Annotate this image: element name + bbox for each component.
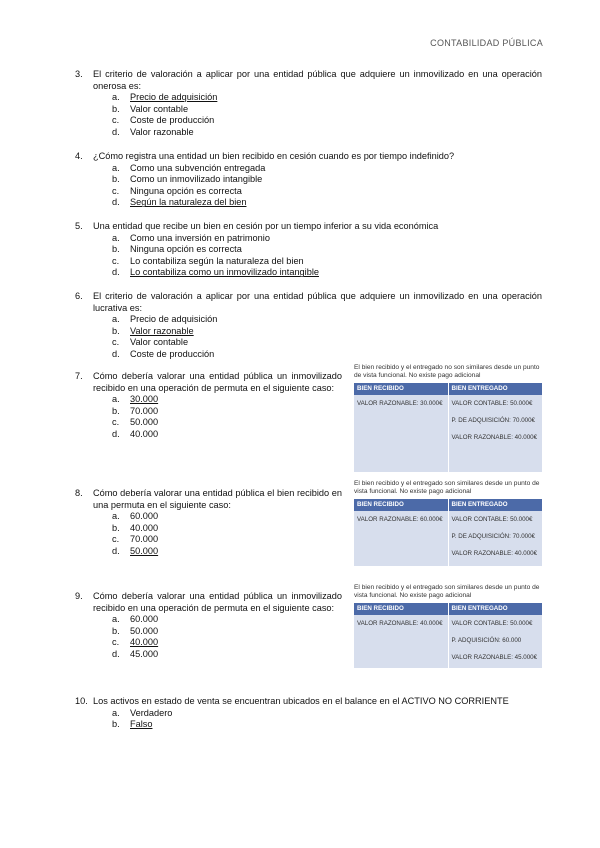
option-d: d. Coste de producción <box>112 348 215 359</box>
table-case-9 <box>354 584 542 668</box>
option-a: a. Como una subvención entregada <box>112 162 266 173</box>
option-b: b. Valor contable <box>112 103 189 114</box>
option-c: c. 50.000 <box>112 417 159 428</box>
option-c: c. Valor contable <box>112 337 189 348</box>
question-4 <box>75 151 542 209</box>
page-header: CONTABILIDAD PÚBLICA <box>430 38 543 48</box>
question-7 <box>75 371 342 441</box>
table-cell: VALOR CONTABLE: 50.000€ <box>451 516 533 523</box>
option-b: b. 40.000 <box>112 522 159 533</box>
table-caption: El bien recibido y el entregado son similares desde un punto de vista funcional. No existe pago adicional <box>354 584 540 599</box>
table-caption: El bien recibido y el entregado son similares desde un punto de vista funcional. No existe pago adicional <box>354 480 540 495</box>
option-c: c. Lo contabiliza según la naturaleza del bien <box>112 255 304 266</box>
option-b: b. Como un inmovilizado intangible <box>112 174 263 185</box>
option-b: b. Ninguna opción es correcta <box>112 244 242 255</box>
table-cell: P. ADQUISICIÓN: 60.000 <box>451 637 522 644</box>
option-a: a. 60.000 <box>112 511 159 522</box>
question-5 <box>75 221 542 279</box>
table-case-7 <box>354 364 542 472</box>
option-c: c. 40.000 <box>112 637 159 648</box>
table-cell: VALOR RAZONABLE: 45.000€ <box>451 654 538 661</box>
option-a: a. Precio de adquisición <box>112 92 218 103</box>
table-header-received: BIEN RECIBIDO <box>354 499 448 511</box>
question-8 <box>75 488 342 558</box>
question-6 <box>75 291 542 361</box>
question-number: 3. <box>75 69 83 79</box>
option-a: a. Precio de adquisición <box>112 314 218 325</box>
table-cell: VALOR RAZONABLE: 40.000€ <box>451 550 538 557</box>
question-text: Cómo debería valorar una entidad pública un inmovilizado recibido en una operación de permuta en el siguiente caso: <box>93 591 342 613</box>
option-b: b. 50.000 <box>112 625 159 636</box>
option-b: b. Falso <box>112 719 153 730</box>
question-number: 6. <box>75 291 83 301</box>
table-caption: El bien recibido y el entregado no son similares desde un punto de vista funcional. No existe pago adicional <box>354 364 540 379</box>
option-b: b. 70.000 <box>112 405 159 416</box>
table-header-received: BIEN RECIBIDO <box>354 383 448 395</box>
question-number: 10. <box>75 696 88 706</box>
option-a: a. Verdadero <box>112 707 173 718</box>
question-text: Una entidad que recibe un bien en cesión por un tiempo inferior a su vida económica <box>93 221 439 231</box>
question-number: 8. <box>75 488 83 498</box>
table-cell: VALOR CONTABLE: 50.000€ <box>451 620 533 627</box>
table-case-8 <box>354 480 542 566</box>
table-cell: VALOR RAZONABLE: 30.000€ <box>357 400 443 407</box>
question-number: 4. <box>75 151 83 161</box>
option-b: b. Valor razonable <box>112 325 194 336</box>
question-text: Los activos en estado de venta se encuentran ubicados en el balance en el ACTIVO NO CORRIENTE <box>93 696 509 706</box>
table-cell: VALOR RAZONABLE: 60.000€ <box>357 516 443 523</box>
option-a: a. 60.000 <box>112 614 159 625</box>
table-cell: VALOR CONTABLE: 50.000€ <box>451 400 533 407</box>
question-text: Cómo debería valorar una entidad pública el bien recibido en una permuta en el siguiente caso: <box>93 488 342 510</box>
option-c: c. Coste de producción <box>112 115 215 126</box>
option-d: d. Lo contabiliza como un inmovilizado intangible <box>112 267 319 278</box>
option-d: d. 45.000 <box>112 648 159 659</box>
table-header-delivered: BIEN ENTREGADO <box>449 383 543 395</box>
table-header-received: BIEN RECIBIDO <box>354 603 448 615</box>
question-number: 5. <box>75 221 83 231</box>
option-a: a. Como una inversión en patrimonio <box>112 232 270 243</box>
table-header-delivered: BIEN ENTREGADO <box>449 499 543 511</box>
question-3 <box>75 69 542 139</box>
question-number: 9. <box>75 591 83 601</box>
table-cell: P. DE ADQUISICIÓN: 70.000€ <box>451 417 535 424</box>
question-text: Cómo debería valorar una entidad pública un inmovilizado recibido en una operación de permuta en el siguiente caso: <box>93 371 342 393</box>
table-cell: VALOR RAZONABLE: 40.000€ <box>357 620 443 627</box>
option-d: d. 40.000 <box>112 428 159 439</box>
question-number: 7. <box>75 371 83 381</box>
option-d: d. Según la naturaleza del bien <box>112 197 247 208</box>
question-text: ¿Cómo registra una entidad un bien recibido en cesión cuando es por tiempo indefinido? <box>93 151 455 161</box>
option-d: d. 50.000 <box>112 545 159 556</box>
question-9 <box>75 591 342 661</box>
option-a: a. 30.000 <box>112 394 159 405</box>
table-header-delivered: BIEN ENTREGADO <box>449 603 543 615</box>
option-d: d. Valor razonable <box>112 126 194 137</box>
option-c: c. 70.000 <box>112 534 159 545</box>
question-10 <box>75 696 542 731</box>
option-c: c. Ninguna opción es correcta <box>112 185 242 196</box>
question-text: El criterio de valoración a aplicar por una entidad pública que adquiere un inmovilizado en una operación onerosa es: <box>93 69 542 91</box>
table-cell: VALOR RAZONABLE: 40.000€ <box>451 434 538 441</box>
question-text: El criterio de valoración a aplicar por una entidad pública que adquiere un inmovilizado en una operación lucrativa es: <box>93 291 542 313</box>
table-cell: P. DE ADQUISICIÓN: 70.000€ <box>451 533 535 540</box>
